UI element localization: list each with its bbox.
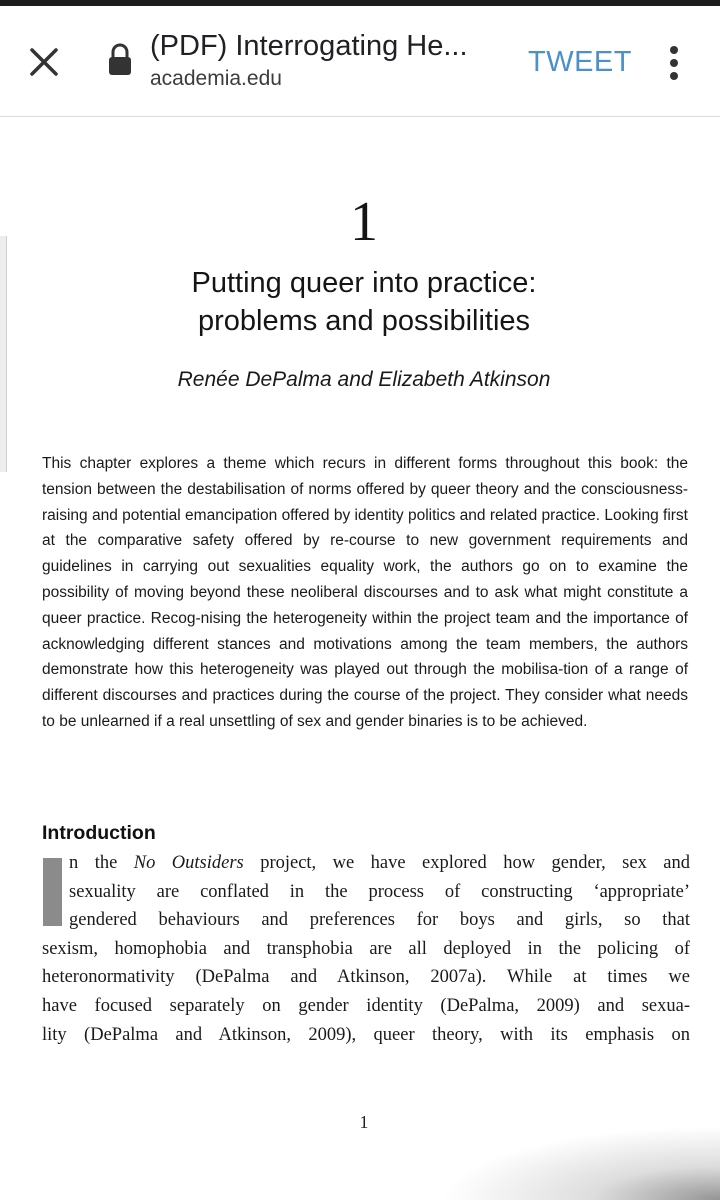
body-line: gendered behaviours and preferences for boys and girls, so that [69,910,690,931]
body-line: heteronormativity (DePalma and Atkinson, 2007a). While at times we [42,967,690,988]
chapter-number: 1 [350,191,378,253]
more-vert-icon [670,46,678,54]
close-button[interactable] [26,44,62,80]
tweet-button[interactable]: TWEET [528,46,632,78]
page-domain: academia.edu [150,67,282,90]
page-title-block[interactable] [150,28,500,94]
body-line: n the No Outsiders project, we have explored how gender, sex and [69,853,690,873]
body-line: lity (DePalma and Atkinson, 2009), queer theory, with its emphasis on [42,1024,690,1045]
chapter-title-line-2: problems and possibilities [197,305,531,337]
introduction-body [42,849,690,1049]
page-number: 1 [359,1112,369,1132]
body-line: sexuality are conflated in the process of constructing ‘appropriate’ [69,881,690,902]
body-line: sexism, homophobia and transphobia are all deployed in the policing of [42,938,690,959]
chapter-title [0,264,720,340]
body-line: have focused separately on gender identity (DePalma, 2009) and sexua- [42,995,690,1016]
more-options-button[interactable] [664,42,684,86]
page-title: (PDF) Interrogating He... [150,30,468,62]
chapter-abstract: This chapter explores a theme which recurs in different forms throughout this book: the tension between the destabilisation of norms offered by queer theory and the consciousness-raising and potential emancipation offered by identity politics and related practice. Looking first at the comparative safety offered by re-course to new government requirements and guidelines in carrying out sexualities equality work, the authors go on to examine the possibility of moving beyond these neoliberal discourses and to ask what might constitute a queer practice. Recog-nising the heterogeneity within the project team and the importance of acknowledging different stances and motivations among the team members, the authors demonstrate how this heterogeneity was played out through the mobilisa-tion of a range of different discourses and practices during the course of the project. They consider what needs to be unlearned if a real unsettling of sex and gender binaries is to be achieved. [42,455,688,730]
page-curl-shadow [420,1120,720,1200]
lock-icon [106,42,134,78]
browser-toolbar [0,6,720,117]
chapter-title-line-1: Putting queer into practice: [191,267,537,299]
introduction-heading: Introduction [42,822,156,844]
close-icon [26,44,62,80]
chapter-authors: Renée DePalma and Elizabeth Atkinson [177,368,551,391]
